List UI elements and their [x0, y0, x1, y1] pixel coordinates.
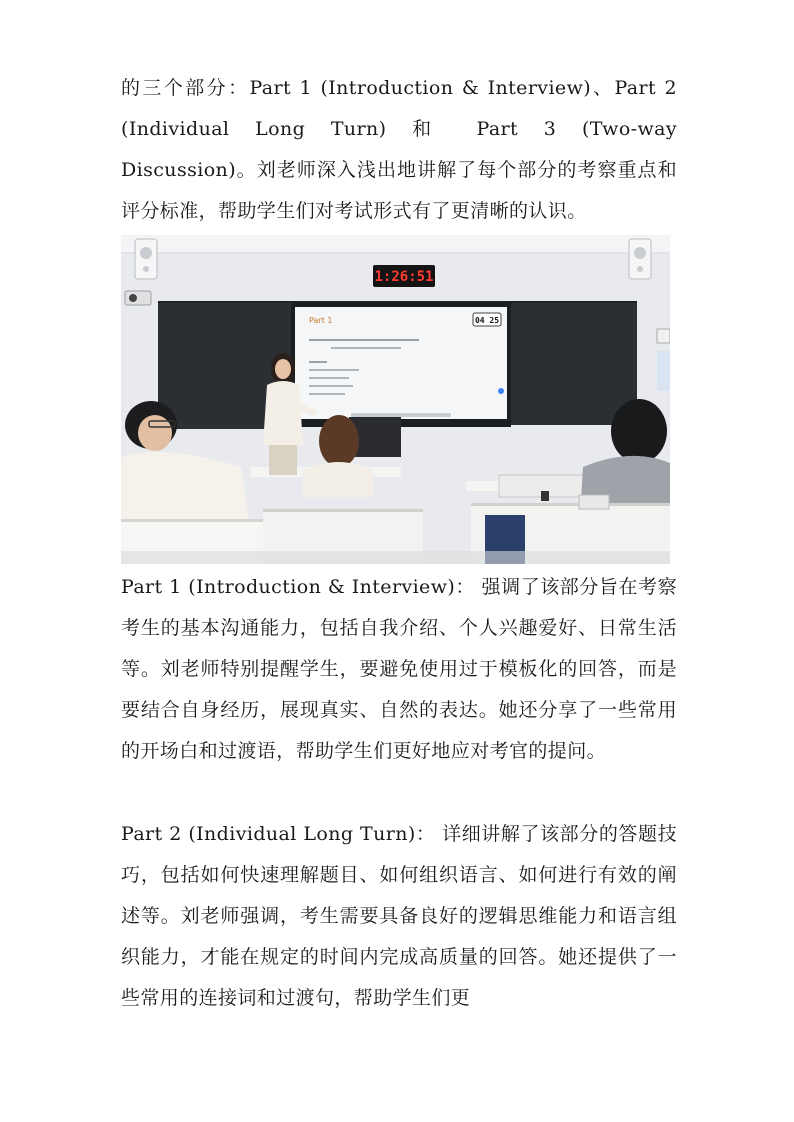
left-speaker-icon	[135, 239, 157, 279]
paragraph-part-1: Part 1 (Introduction & Interview)： 强调了该部分旨在考察考生的基本沟通能力，包括自我介绍、个人兴趣爱好、日常生活等。刘老师特别提醒学生，要避免使用过于模板化的回答，而是要结合自身经历，展现真实、自然的表达。她还分享了一些常用的开场白和过渡语，帮助学生们更好地应对考官的提问。	[121, 576, 677, 762]
classroom-photo	[121, 235, 670, 564]
projector-screen	[291, 303, 511, 427]
paragraph-part-2: Part 2 (Individual Long Turn)： 详细讲解了该部分的答题技巧，包括如何快速理解题目、如何组织语言、如何进行有效的阐述等。刘老师强调，考生需要具备良好的逻辑思维能力和语言组织能力，才能在规定的时间内完成高质量的回答。她还提供了一些常用的连接词和过渡句，帮助学生们更	[121, 823, 677, 1009]
right-speaker-icon	[629, 239, 651, 279]
paragraph-exam-parts: 的三个部分：Part 1 (Introduction & Interview)、Part 2 (Individual Long Turn) 和 Part 3 (Two-way Discussion)。刘老师深入浅出地讲解了每个部分的考察重点和评分标准，帮助学生们对考试形式有了更清晰的认识。	[121, 77, 677, 222]
screen-slide-title: Part 1	[309, 316, 333, 325]
camera-icon	[125, 291, 151, 305]
wall-clock	[373, 265, 435, 287]
wall-clock-time: 1:26:51	[374, 269, 434, 285]
screen-timer: 04 25	[474, 316, 500, 325]
